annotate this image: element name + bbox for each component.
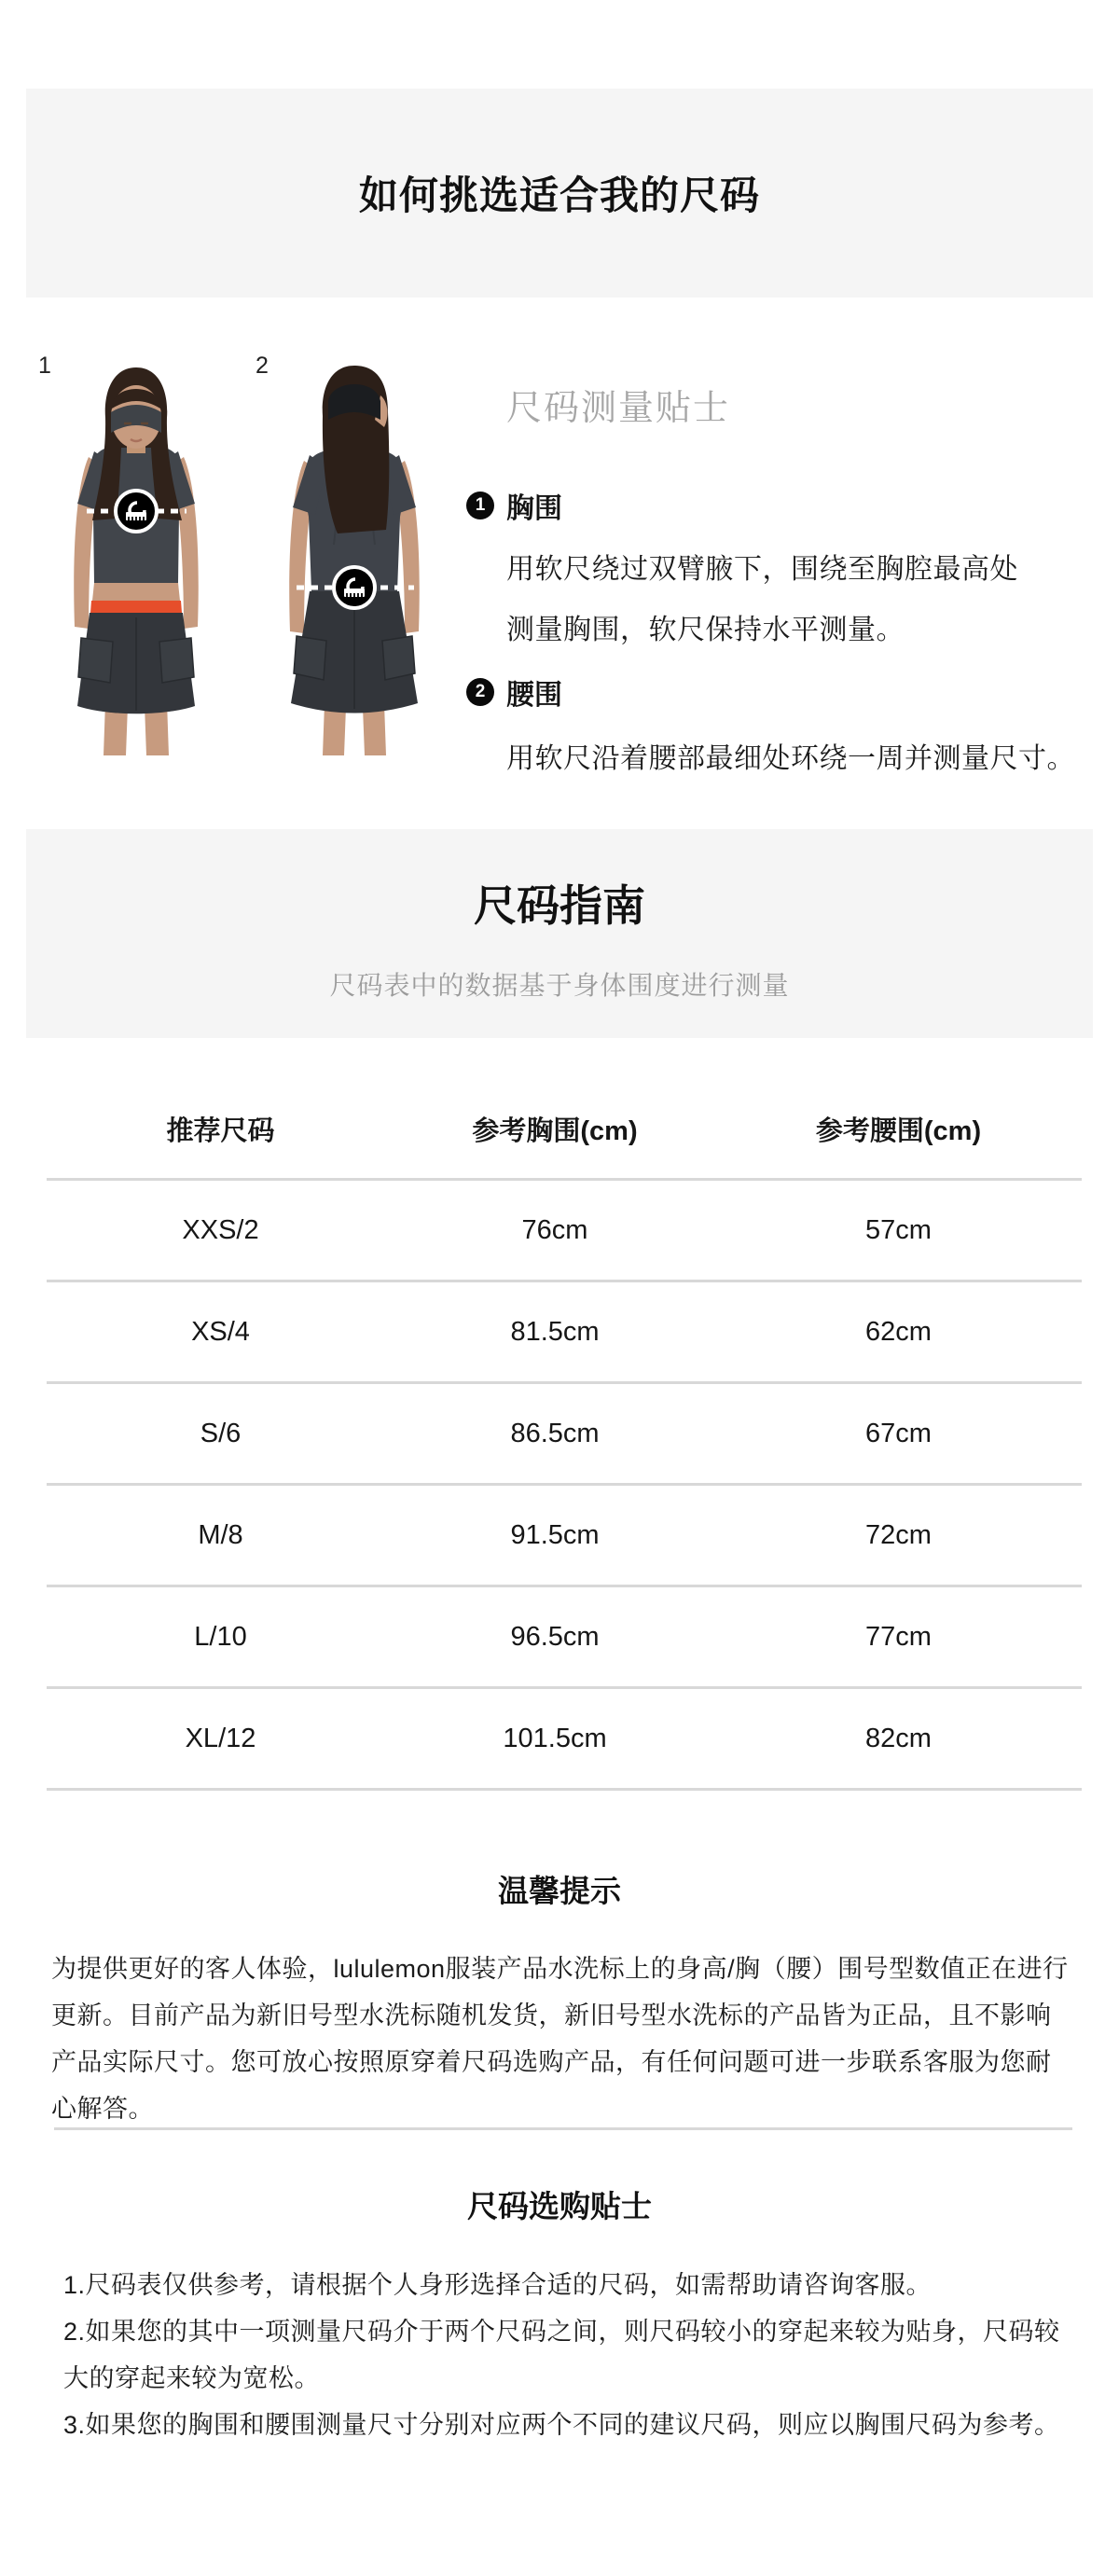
size-cell: S/6 (200, 1418, 242, 1448)
size-table-header-row (47, 1080, 1082, 1181)
measuring-tape-icon (116, 491, 157, 532)
col-header-size: 推荐尺码 (166, 1116, 275, 1146)
tip-chest-text-line1: 用软尺绕过双臂腋下，围绕至胸腔最高处 (506, 554, 1018, 585)
table-row (47, 1486, 1082, 1587)
table-row (47, 1282, 1082, 1384)
tip-waist-row (466, 672, 562, 713)
tip-waist-text-line1: 用软尺沿着腰部最细处环绕一周并测量尺寸。 (506, 743, 1075, 774)
tip-chest-label: 胸围 (506, 493, 562, 524)
orange-waistband (90, 601, 182, 613)
purchase-tip-item: 3.如果您的胸围和腰围测量尺寸分别对应两个不同的建议尺码，则应以胸围尺码为参考。 (63, 2411, 1060, 2439)
bust-cell: 81.5cm (510, 1316, 600, 1347)
number-1-badge: 1 (466, 492, 494, 519)
number-2-badge: 2 (466, 678, 494, 706)
model-back-image (250, 347, 460, 757)
size-table (47, 1080, 1082, 1791)
model-back-illustration (250, 347, 460, 757)
model-front-illustration (33, 347, 247, 757)
tip-chest-text-line2: 测量胸围，软尺保持水平测量。 (506, 615, 905, 645)
bust-cell: 86.5cm (510, 1418, 600, 1448)
size-guide-subtitle: 尺码表中的数据基于身体围度进行测量 (329, 971, 790, 1000)
waist-cell: 57cm (865, 1214, 932, 1245)
size-guide-banner (26, 829, 1093, 1038)
table-row (47, 1384, 1082, 1486)
hero-banner (26, 89, 1093, 298)
purchase-tip-item: 1.尺码表仅供参考，请根据个人身形选择合适的尺码，如需帮助请咨询客服。 (63, 2271, 932, 2299)
bust-cell: 76cm (521, 1214, 588, 1245)
bust-cell: 91.5cm (510, 1519, 600, 1550)
model-front-image (33, 347, 247, 757)
col-header-waist: 参考腰围(cm) (815, 1116, 982, 1146)
table-row (47, 1181, 1082, 1282)
section-divider (54, 2127, 1072, 2130)
waist-cell: 62cm (865, 1316, 932, 1347)
size-cell: XXS/2 (182, 1214, 259, 1245)
waist-cell: 77cm (865, 1621, 932, 1652)
size-cell: M/8 (198, 1519, 243, 1550)
measure-tips-heading: 尺码测量贴士 (506, 389, 731, 428)
purchase-tip-item: 2.如果您的其中一项测量尺码介于两个尺码之间，则尺码较小的穿起来较为贴身，尺码较大的穿起来较为宽松。 (63, 2318, 1060, 2392)
tip-waist-label: 腰围 (506, 680, 562, 711)
size-cell: XL/12 (185, 1723, 256, 1753)
image-label-1: 1 (38, 353, 51, 379)
size-guide-title: 尺码指南 (474, 881, 645, 930)
size-cell: XS/4 (191, 1316, 250, 1347)
col-header-bust: 参考胸围(cm) (472, 1116, 638, 1146)
image-label-2: 2 (256, 353, 269, 379)
notice-title: 温馨提示 (498, 1874, 621, 1908)
tip-chest-row (466, 485, 562, 526)
waist-cell: 82cm (865, 1723, 932, 1753)
page-title: 如何挑选适合我的尺码 (358, 173, 760, 217)
purchase-tips-list (63, 2262, 1075, 2448)
purchase-tips-title: 尺码选购贴士 (467, 2189, 652, 2223)
waist-cell: 67cm (865, 1418, 932, 1448)
waist-cell: 72cm (865, 1519, 932, 1550)
measuring-tape-icon (334, 567, 375, 608)
table-row (47, 1689, 1082, 1791)
table-row (47, 1587, 1082, 1689)
bust-cell: 96.5cm (510, 1621, 600, 1652)
notice-body: 为提供更好的客人体验，lululemon服装产品水洗标上的身高/胸（腰）围号型数值正在进行更新。目前产品为新旧号型水洗标随机发货，新旧号型水洗标的产品皆为正品，且不影响产品实际尺寸。您可放心按照原穿着尺码选购产品，有任何问题可进一步联系客服为您耐心解答。 (51, 1955, 1069, 2123)
size-cell: L/10 (194, 1621, 247, 1652)
bust-cell: 101.5cm (503, 1723, 607, 1753)
